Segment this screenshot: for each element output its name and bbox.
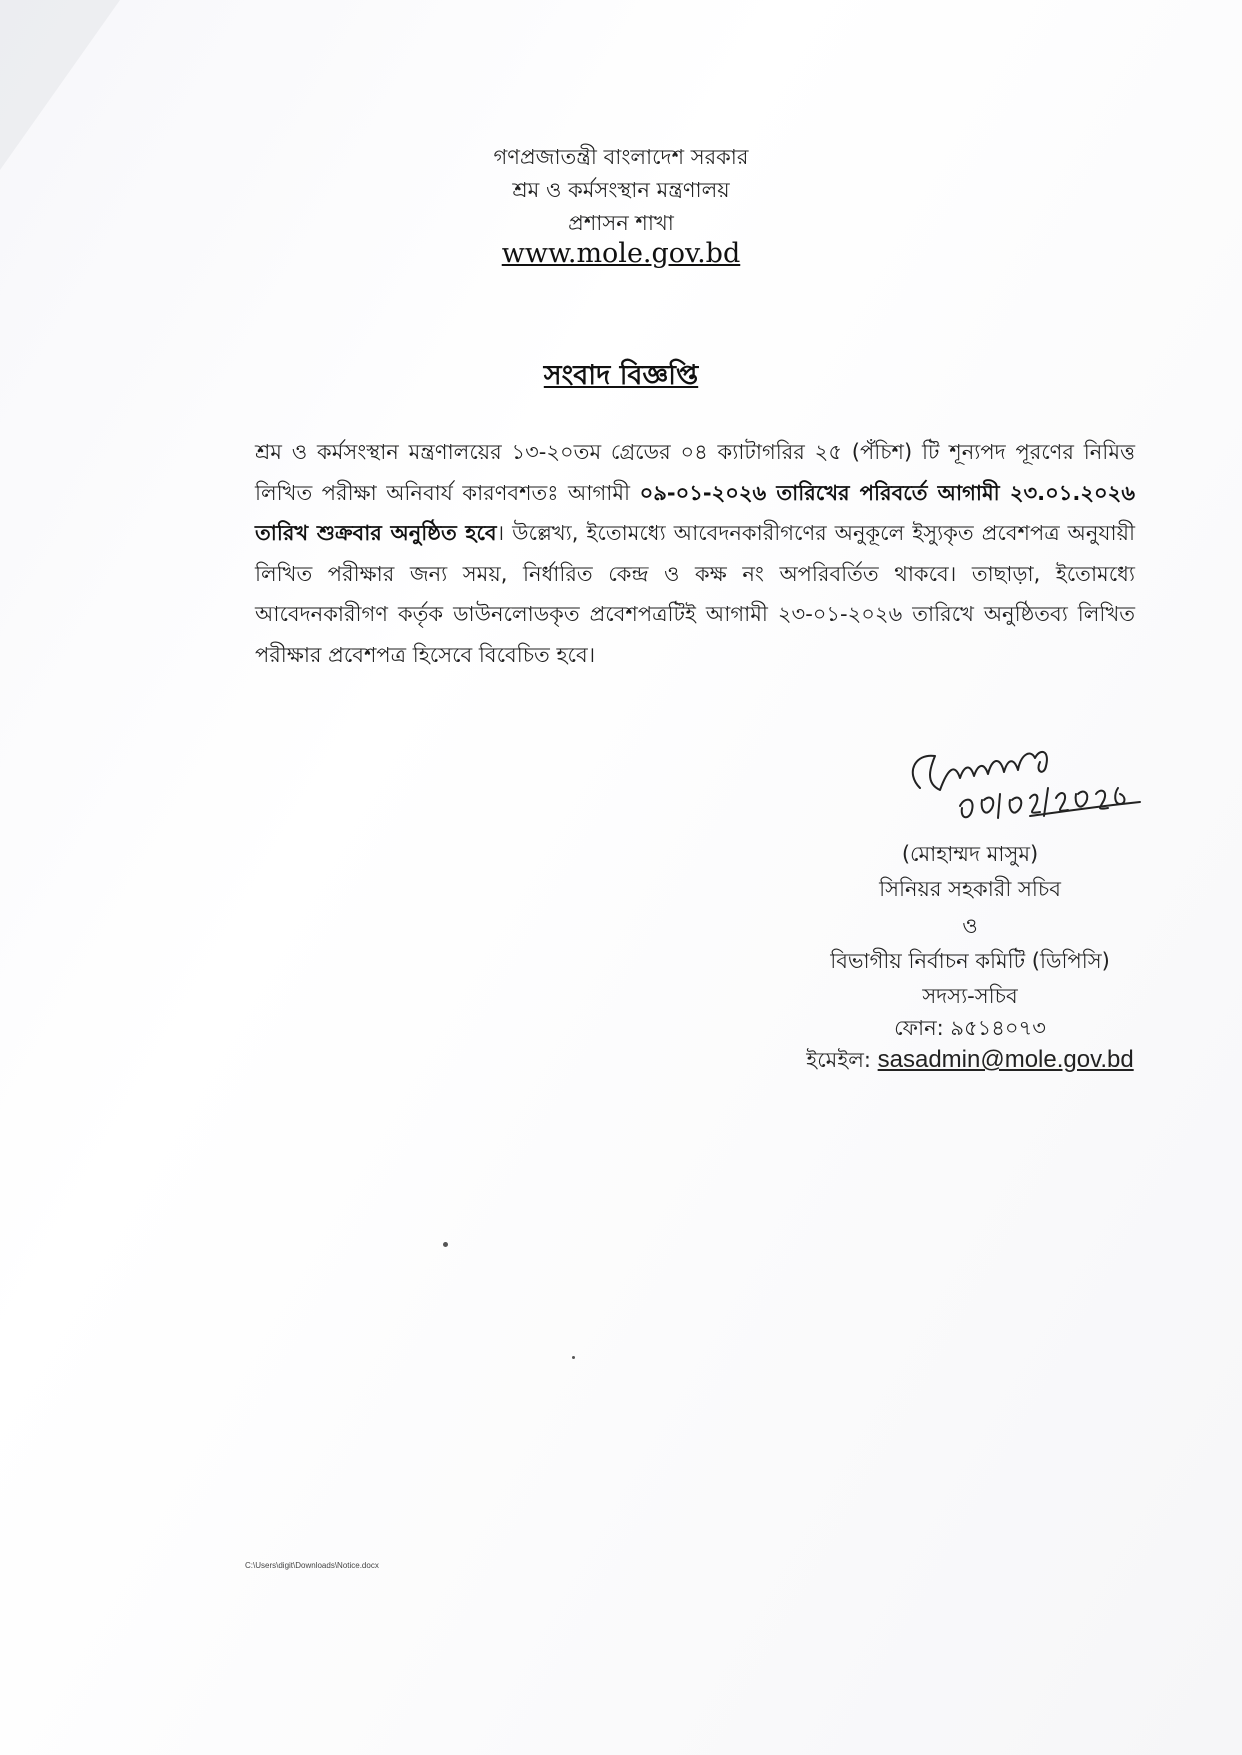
notice-title: সংবাদ বিজ্ঞপ্তি [543,360,699,391]
signatory-committee: বিভাগীয় নির্বাচন কমিটি (ডিপিসি) [830,949,1110,973]
body-text-part1: শ্রম ও কর্মসংস্থান মন্ত্রণালয়ের ১৩-২০তম গ্রেডের ০৪ ক্যাটাগরির ২৫ (পঁচিশ) টি শূন্যপদ পূরণের নিমিত্ত লিখিত পরীক্ষা অনিবার্য কারণবশতঃ আগামী [255,440,1135,505]
signatory-designation: সিনিয়র সহকারী সচিব [879,877,1061,901]
speck-mark [443,1242,448,1247]
email-label: ইমেইল: [806,1048,878,1072]
branch-name: প্রশাসন শাখা [568,211,674,235]
government-name: গণপ্রজাতন্ত্রী বাংলাদেশ সরকার [493,145,749,169]
signatory-email-line [760,1044,1180,1079]
signatory-phone: ফোন: ৯৫১৪০৭৩ [894,1016,1046,1040]
signatory-role: সদস্য-সচিব [922,984,1018,1008]
speck-mark [572,1356,575,1359]
website-link[interactable]: www.mole.gov.bd [501,238,741,269]
email-link[interactable]: sasadmin@mole.gov.bd [877,1046,1134,1073]
ministry-name: শ্রম ও কর্মসংস্থান মন্ত্রণালয় [512,178,730,202]
signature-block [760,0,1180,1100]
footer-file-path: C:\Users\digit\Downloads\Notice.docx [245,1561,379,1570]
body-text-bold: ০৯-০১-২০২৬ তারিখের পরিবর্তে আগামী ২৩.০১.২০২৬ তারিখ শুক্রবার অনুষ্ঠিত হবে [255,480,1135,545]
signatory-name: (মোহাম্মদ মাসুম) [901,842,1039,866]
body-text-part2: । উল্লেখ্য, ইতোমধ্যে আবেদনকারীগণের অনুকূলে ইস্যুকৃত প্রবেশপত্র অনুযায়ী লিখিত পরীক্ষার জন্য সময়, নির্ধারিত কেন্দ্র ও কক্ষ নং অপরিবর্তিত থাকবে। তাছাড়া, ইতোমধ্যে আবেদনকারীগণ কর্তৃক ডাউনলোডকৃত প্রবেশপত্রটিই আগামী ২৩-০১-২০২৬ তারিখে অনুষ্ঠিতব্য লিখিত পরীক্ষার প্রবেশপত্র হিসেবে বিবেচিত হবে। [255,521,1135,667]
signatory-conjunction: ও [962,914,978,938]
